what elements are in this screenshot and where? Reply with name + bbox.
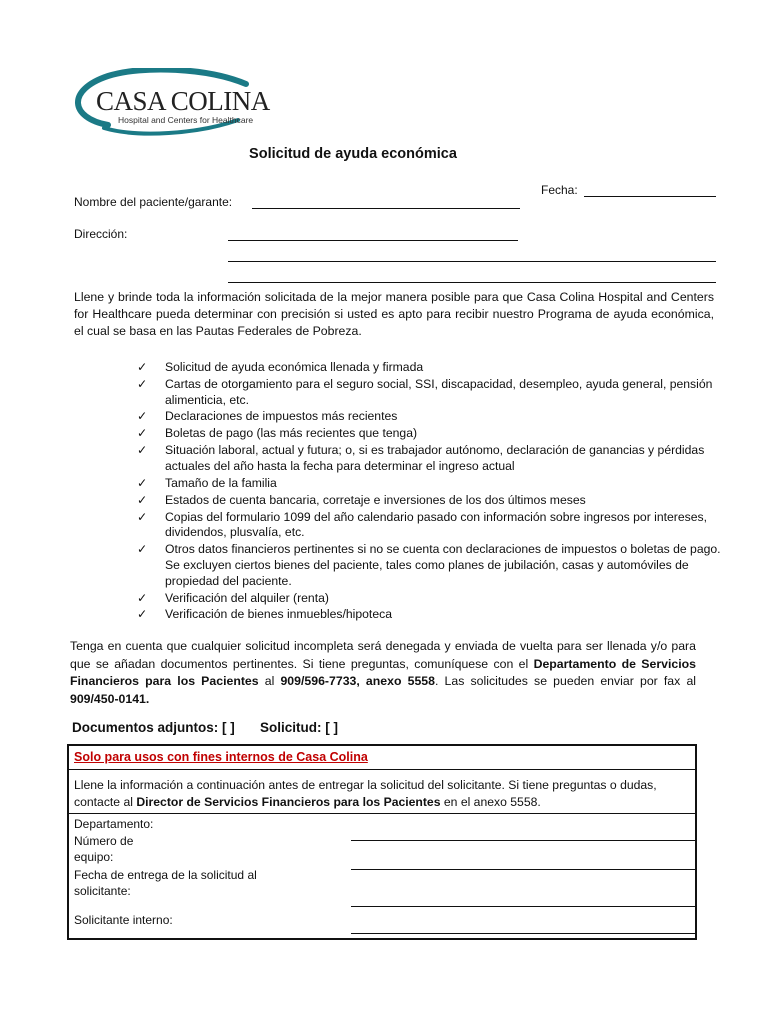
intro-paragraph: Llene y brinde toda la información solicitada de la mejor manera posible para que Casa Colina Hospital and Centers for Healthcare pueda determinar con precisión si usted es apto para recibir nuestro Programa de ayuda económica, el cual se basa en las Pautas Federales de Pobreza. xyxy=(74,290,714,338)
internal-use-header xyxy=(69,746,695,770)
list-item: ✓ Solicitud de ayuda económica llenada y firmada xyxy=(137,360,424,374)
checkmark-icon: ✓ xyxy=(137,360,148,374)
internal-use-title: Solo para usos con fines internos de Casa Colina xyxy=(74,750,368,764)
notice-paragraph: Tenga en cuenta que cualquier solicitud incompleta será denegada y enviada de vuelta para ser llenada y/o para que se añadan documentos pertinentes. Si tiene preguntas, comuníquese con el Departamento de Servicios Financieros para los Pacientes al 909/596-7733, anexo 5558. Las solicitudes se pueden enviar por fax al 909/450-0141. xyxy=(70,639,697,706)
list-item: ✓ Otros datos financieros pertinentes si no se cuenta con declaraciones de impuestos o boletas de pago. Se excluyen ciertos bienes del paciente, tales como planes de jubilación, casas y automóviles de propiedad del paciente. xyxy=(137,542,721,588)
checkmark-icon: ✓ xyxy=(137,492,148,507)
checkmark-icon: ✓ xyxy=(137,607,148,622)
attachments-label[interactable]: Documentos adjuntos: [ ] xyxy=(72,720,235,735)
internal-instructions: Llene la información a continuación antes de entregar la solicitud del solicitante. Si tiene preguntas o dudas, contacte al Director de Servicios Financieros para los Pacientes en el anexo 5558. xyxy=(69,769,695,814)
requirements-checklist xyxy=(137,360,737,624)
team-number-label: Número de equipo: xyxy=(74,834,134,864)
internal-use-box xyxy=(67,744,697,940)
list-item: ✓ Declaraciones de impuestos más recientes xyxy=(137,409,398,424)
checkmark-icon: ✓ xyxy=(137,376,148,391)
list-item: ✓ Verificación del alquiler (renta) xyxy=(137,590,329,605)
list-item: ✓ Boletas de pago (las más recientes que tenga) xyxy=(137,426,418,441)
checkmark-icon: ✓ xyxy=(137,542,148,557)
logo-name: CASA COLINA xyxy=(96,86,270,116)
fecha-label: Fecha: xyxy=(541,183,578,197)
nombre-label: Nombre del paciente/garante: xyxy=(74,195,233,209)
checkmark-icon: ✓ xyxy=(137,509,148,524)
casa-colina-logo xyxy=(68,68,270,138)
checkmark-icon: ✓ xyxy=(137,426,148,441)
fax-number: 909/450-0141 xyxy=(70,691,146,706)
list-item: ✓ Estados de cuenta bancaria, corretaje e inversiones de los dos últimos meses xyxy=(137,492,586,507)
delivery-date-label: Fecha de entrega de la solicitud al solicitante: xyxy=(74,868,257,898)
finance-dept-name: Departamento de Servicios Financieros para los Pacientes xyxy=(70,656,696,688)
internal-requester-label: Solicitante interno: xyxy=(74,913,173,927)
list-item: ✓ Copias del formulario 1099 del año calendario pasado con información sobre ingresos por intereses, dividendos, plusvalía, etc. xyxy=(137,509,707,540)
direccion-label: Dirección: xyxy=(74,227,128,241)
phone-number: 909/596-7733, anexo 5558 xyxy=(280,674,435,688)
list-item: ✓ Situación laboral, actual y futura; o, si es trabajador autónomo, declaración de ganancias y pérdidas actuales del año hasta la fecha para determinar el ingreso actual xyxy=(137,443,705,473)
application-label[interactable]: Solicitud: [ ] xyxy=(260,720,338,735)
list-item: ✓ Tamaño de la familia xyxy=(137,475,277,490)
page-title: Solicitud de ayuda económica xyxy=(249,146,457,162)
checkmark-icon: ✓ xyxy=(137,590,148,605)
finance-director-name: Director de Servicios Financieros para los Pacientes xyxy=(136,795,441,809)
list-item: ✓ Cartas de otorgamiento para el seguro social, SSI, discapacidad, desempleo, ayuda general, pensión alimenticia, etc. xyxy=(137,376,713,407)
checkmark-icon: ✓ xyxy=(137,443,148,458)
logo-tagline: Hospital and Centers for Healthcare xyxy=(118,115,254,125)
list-item: ✓ Verificación de bienes inmuebles/hipoteca xyxy=(137,607,392,622)
department-label: Departamento: xyxy=(74,817,154,831)
checkmark-icon: ✓ xyxy=(137,409,148,424)
checkmark-icon: ✓ xyxy=(137,475,148,490)
